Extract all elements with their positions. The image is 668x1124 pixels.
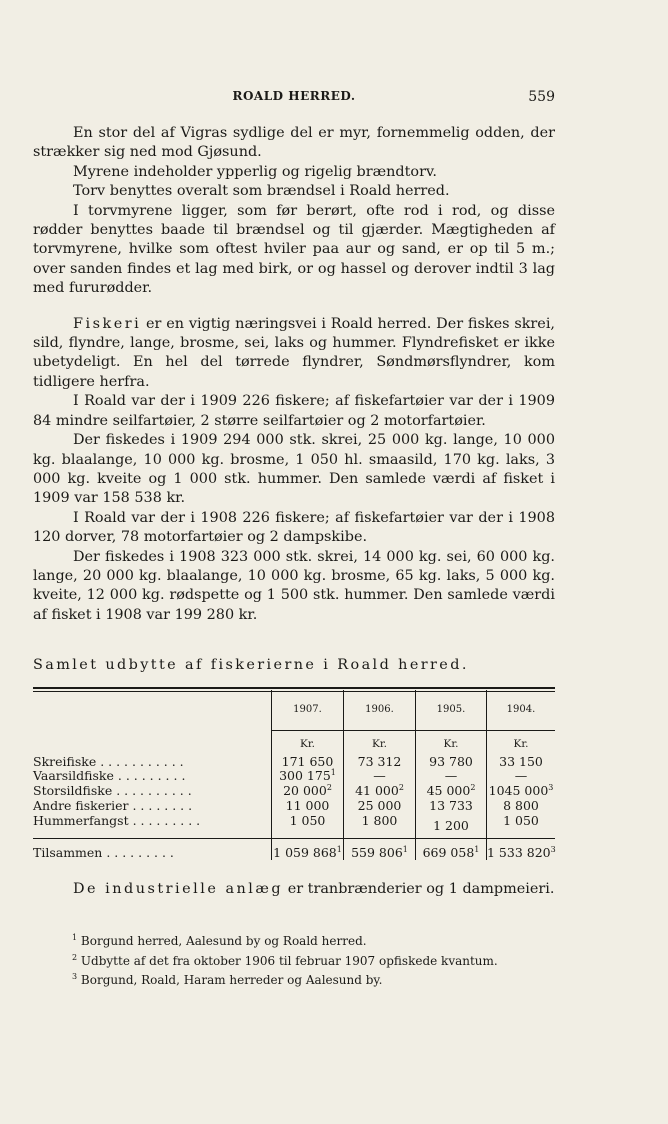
row-label: Skreifiske . . . . . . . . . . . [33,754,184,769]
row-label: Hummerfangst . . . . . . . . . [33,813,201,828]
table-cell: 13 733 [429,798,473,813]
table-cell: 1 200 [433,818,469,833]
spacer [33,299,555,315]
paragraph [33,880,555,899]
spaced-lead-phrase: De industrielle anlæg [73,881,284,897]
table-cell: 1 050 [289,813,326,828]
table-cell: 45 $000^2$ [426,783,476,799]
footnotes [72,930,562,989]
paragraph: Torv benyttes overalt som brændsel i Roald herred. [73,183,450,200]
total-cell: 669 $058^1$ [422,845,480,861]
table-cell: 11 000 [285,798,330,813]
table-cell: 25 000 [357,798,402,813]
paragraph-rest: er tranbrænderier og 1 dampmeieri. [283,881,555,897]
unit-label: Kr. [371,738,388,750]
paragraph: Der fiskedes i 1909 294 000 stk. skrei, 25 000 kg. lange, 10 000 kg. blaalange, 10 000 kg. brosme, 1 050 hl. smaasild, 170 kg. laks, 3 000 kg. kveite og 1 000 stk. hummer. Den samlede værdi af fisket i 1909 var 158 538 kr. [33,432,555,507]
table-cell: 300 $175^1$ [279,768,336,784]
page-header [33,89,555,109]
total-cell: 1 059 $868^1$ [273,845,342,861]
table-cell: 171 650 [281,754,334,769]
table-cell: 73 312 [357,754,402,769]
row-label: Vaarsildfiske . . . . . . . . . [33,768,186,783]
unit-label: Kr. [299,738,316,750]
paragraph: Der fiskedes i 1908 323 000 stk. skrei, 14 000 kg. sei, 60 000 kg. lange, 20 000 kg. blaalange, 10 000 kg. brosme, 65 kg. laks, 5 000 kg. kveite, 12 000 kg. rødspette og 1 500 stk. hummer. Den samlede værdi af fisket i 1908 var 199 280 kr. [33,548,555,623]
page-number: 559 [528,89,555,105]
year-header: 1905. [436,704,466,715]
table-cell: 41 $000^2$ [355,783,404,799]
paragraph: I Roald var der i 1908 226 fiskere; af fiskefartøier var der i 1908 120 dorver, 78 motorfartøier og 2 dampskibe. [33,509,555,546]
unit-label: Kr. [443,738,459,750]
table-cell: 20 $000^2$ [283,783,332,799]
body-text [33,124,555,625]
industry-paragraph [33,880,555,899]
table-cell: — [514,768,528,783]
table-cell: 8 800 [503,798,539,813]
year-header: 1906. [365,704,394,715]
paragraph-rest: er en vigtig næringsvei i Roald herred. Der fiskes skrei, sild, flyndre, lange, brosme, sei, laks og hummer. Flyndrefisket er ikke ubetydeligt. En hel del tørrede flyndrer, Søndmørsflyndrer, kom tidligere herfra. [33,315,555,390]
table-cell: 1045 $000^3$ [488,783,554,799]
running-title: ROALD HERRED. [232,89,356,103]
table-cell: 1 800 [361,813,398,828]
unit-label: Kr. [513,738,529,750]
footnote: $^3$ Borgund, Roald, Haram herreder og Aalesund by. [72,972,383,987]
table-cell: 1 050 [503,813,539,828]
year-header: 1907. [293,704,322,715]
table-cell: 33 150 [499,754,543,769]
total-rule [33,838,555,839]
paragraph: I Roald var der i 1909 226 fiskere; af fiskefartøier var der i 1909 84 mindre seilfartøier, 2 større seilfartøier og 2 motorfartøier. [33,393,555,429]
paragraph: En stor del af Vigras sydlige del er myr, fornemmelig odden, der strækker sig ned mod Gjøsund. [33,125,555,161]
row-label: Storsildfiske . . . . . . . . . . [33,783,192,798]
table-cell: — [373,768,386,783]
total-cell: 559 $806^1$ [351,845,408,861]
row-label: Andre fiskerier . . . . . . . . [33,798,193,813]
table-cell: 93 780 [429,754,473,769]
paragraph: I torvmyrene ligger, som før berørt, ofte rod i rod, og disse rødder benyttes baade til brændsel og til gjærder. Mægtigheden af torvmyrene, hvilke som oftest hviler paa aur og sand, er op til 5 m.; over sanden findes et lag med birk, or og hassel og derover indtil 3 lag med fururødder. [33,202,555,297]
year-header: 1904. [506,704,536,715]
paragraph: Myrene indeholder ypperlig og rigelig brændtorv. [73,163,437,180]
table-caption: Samlet udbytte af fiskerierne i Roald herred. [33,657,469,673]
footnote: $^2$ Udbytte af det fra oktober 1906 til februar 1907 opfiskede kvantum. [72,952,498,968]
table-top-rule-thin [33,691,555,692]
header-rule [271,730,555,731]
table-top-rule [33,687,555,689]
spaced-lead-word: Fiskeri [73,315,142,332]
footnote: $^1$ Borgund herred, Aalesund by og Roald herred. [72,933,367,948]
total-label: Tilsammen . . . . . . . . . [33,845,174,860]
table-cell: — [444,768,458,783]
total-cell: 1 533 $820^3$ [487,845,556,861]
paragraph-fiskeri [33,315,555,393]
